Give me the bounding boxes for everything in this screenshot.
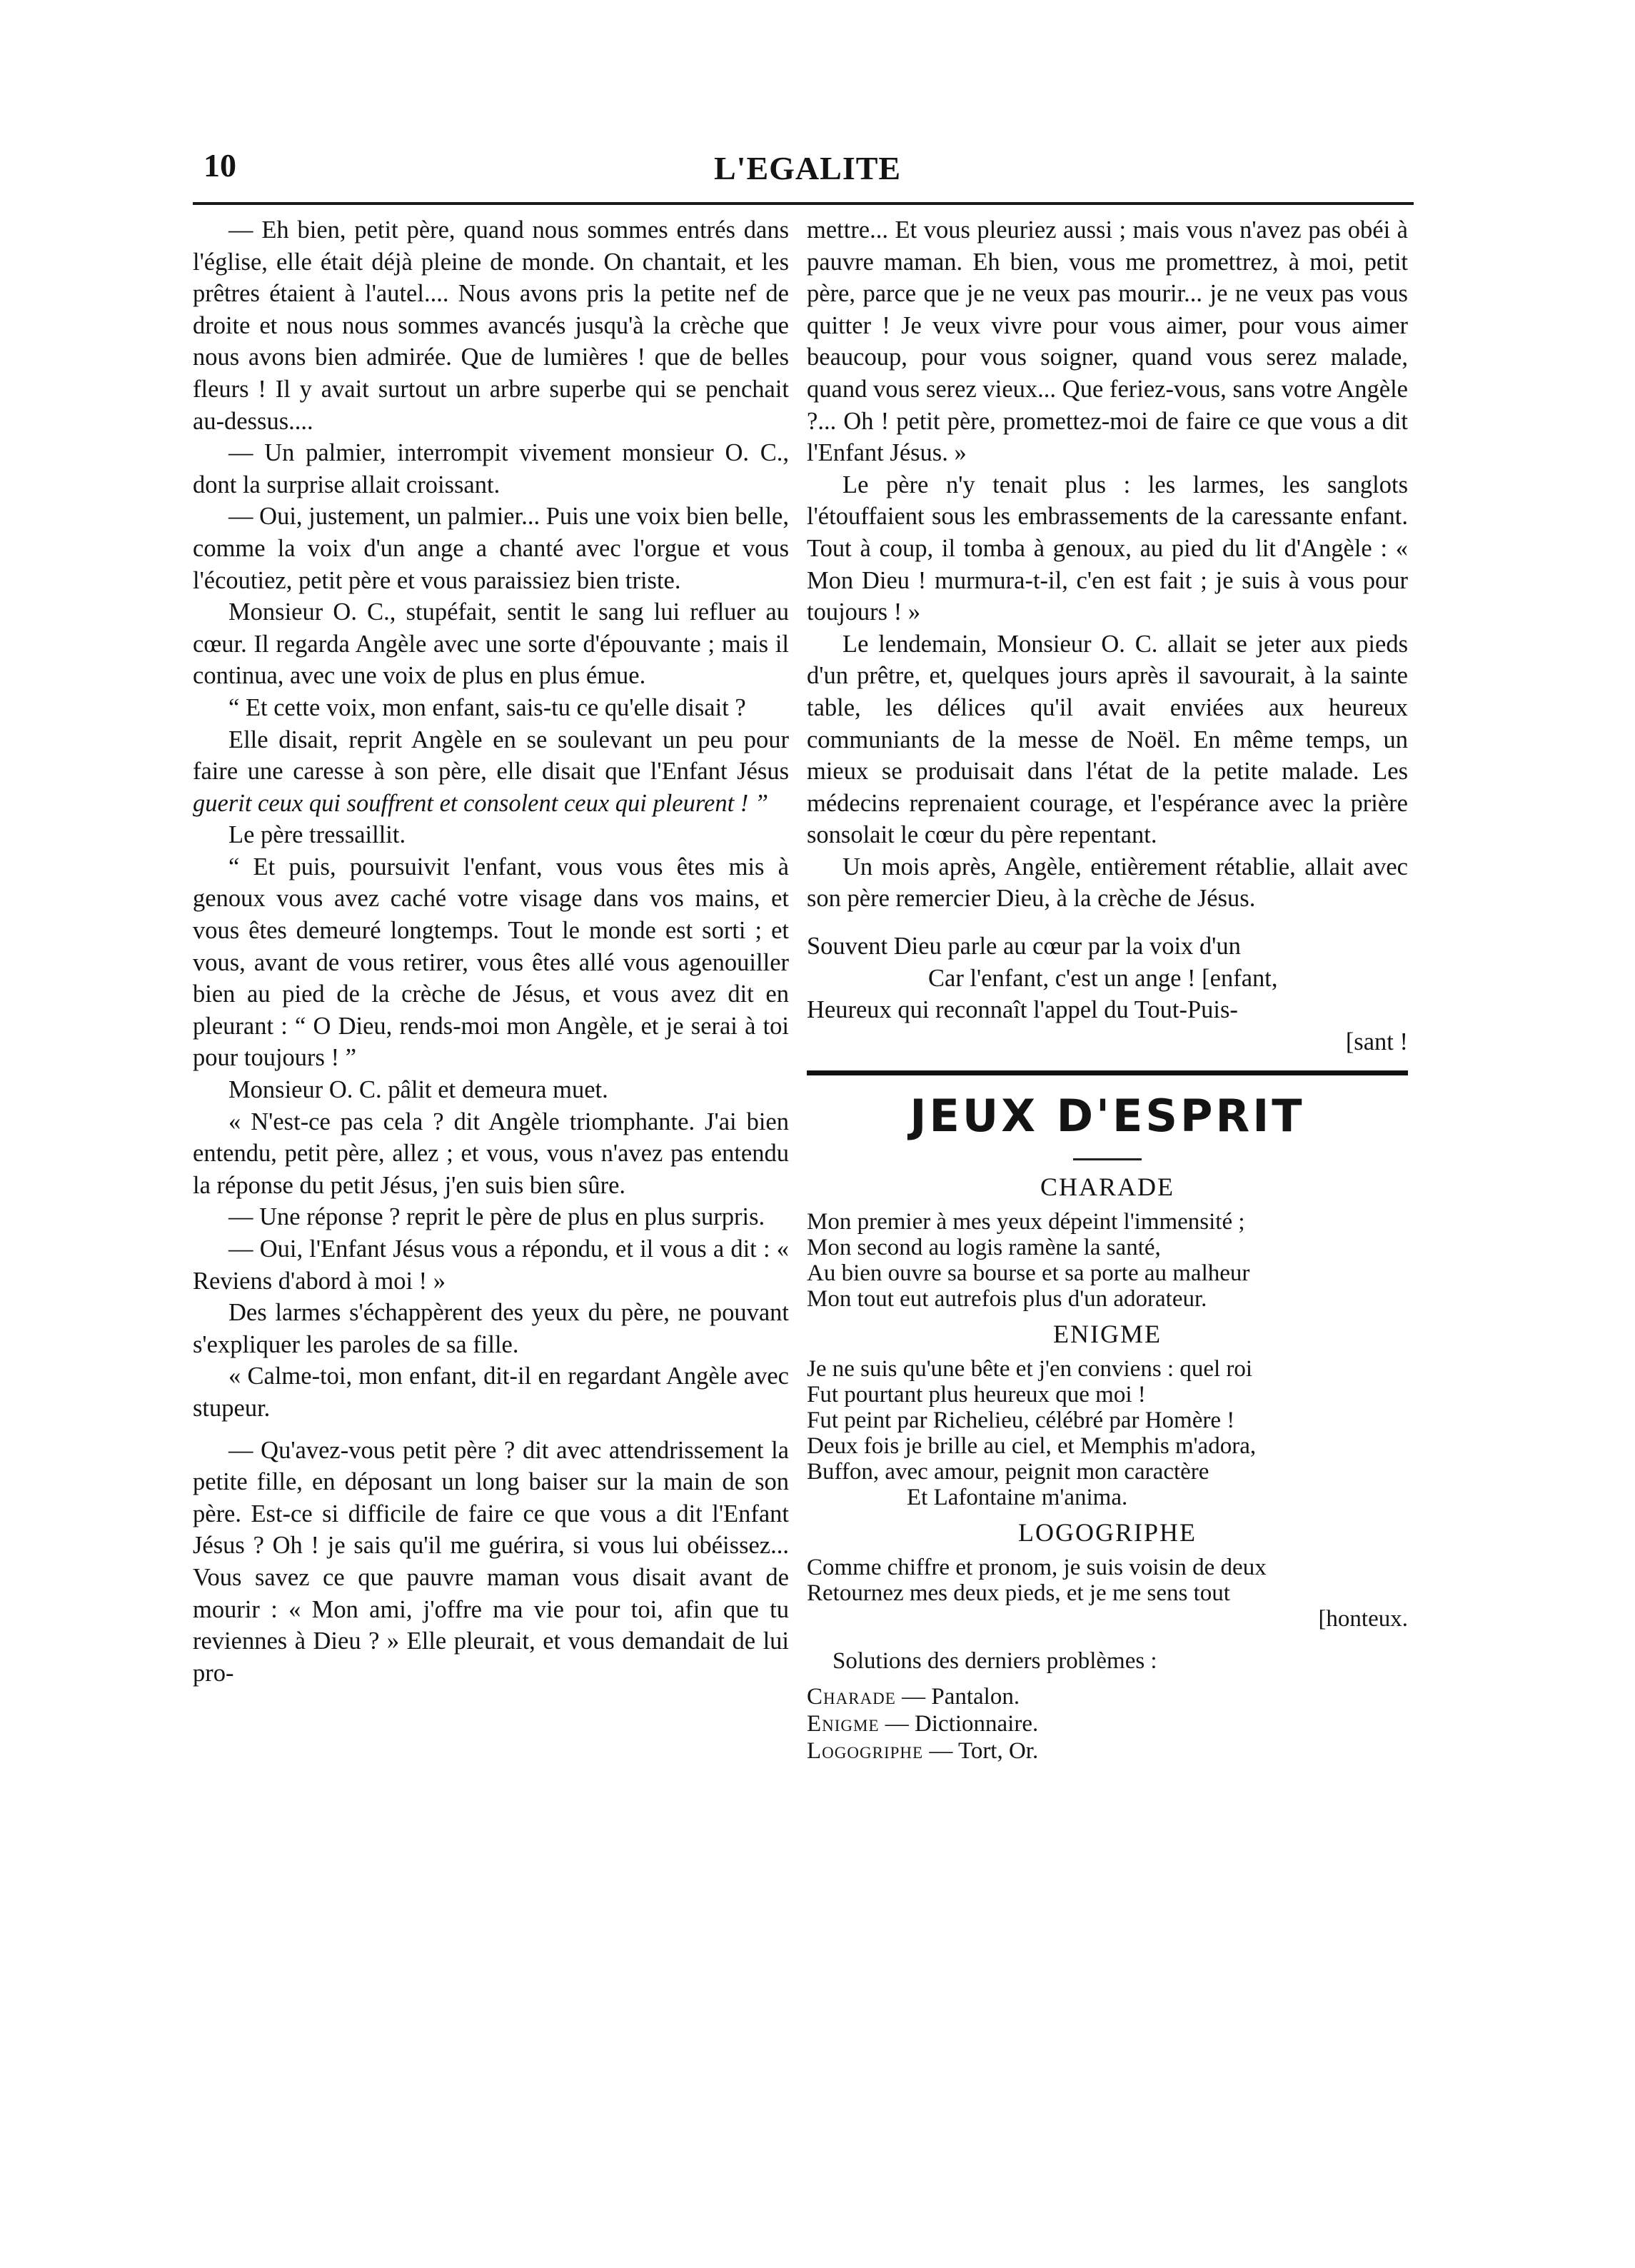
enigme-text (807, 1356, 1408, 1510)
solution-name: Logogriphe (807, 1738, 924, 1765)
paragraph: Un mois après, Angèle, entièrement rétablie, allait avec son père remercier Dieu, à la crèche de Jésus. (807, 853, 1408, 913)
solution-item (807, 1737, 1408, 1765)
header-rule (193, 202, 1414, 205)
puzzle-line: Retournez mes deux pieds, et je me sens tout (807, 1580, 1230, 1607)
solution-answer: — Dictionnaire. (885, 1711, 1039, 1737)
logogriphe-text (807, 1555, 1408, 1632)
page-number: 10 (203, 147, 236, 184)
short-divider (1073, 1158, 1142, 1160)
solution-name: Enigme (807, 1711, 880, 1737)
paragraph: — Un palmier, interrompit vivement monsieur O. C., dont la surprise allait croissant. (193, 439, 789, 498)
puzzle-line: Et Lafontaine m'anima. (907, 1485, 1128, 1511)
puzzle-line: Fut pourtant plus heureux que moi ! (807, 1382, 1146, 1408)
paragraph: « N'est-ce pas cela ? dit Angèle triomphante. J'ai bien entendu, petit père, allez ; et vous, vous n'avez pas entendu la réponse du petit Jésus, j'en suis bien sûre. (193, 1108, 789, 1199)
section-divider (807, 1070, 1408, 1075)
paragraph: — Eh bien, petit père, quand nous sommes entrés dans l'église, elle était déjà pleine de monde. On chantait, et les prêtres étaient à l'autel.... Nous avons pris la petite nef de droite et nous nous sommes avancés jusqu'à la crèche que nous avons bien admirée. Que de lumières ! que de belles fleurs ! Il y avait surtout un arbre superbe qui se penchait au-dessus.... (193, 216, 789, 435)
charade-heading: CHARADE (1040, 1173, 1174, 1202)
paragraph: Le père n'y tenait plus : les larmes, les sanglots l'étouffaient sous les embrassements de la caressante enfant. Tout à coup, il tomba à genoux, au pied du lit d'Angèle : « Mon Dieu ! murmura-t-il, c'en est fait ; je suis à vous pour toujours ! » (807, 471, 1408, 626)
paragraph: Le père tressaillit. (228, 821, 406, 849)
paragraph: — Oui, l'Enfant Jésus vous a répondu, et il vous a dit : « Reviens d'abord à moi ! » (193, 1235, 789, 1295)
puzzle-line: Deux fois je brille au ciel, et Memphis m'adora, (807, 1433, 1257, 1460)
left-column (193, 214, 789, 1689)
solutions-heading: Solutions des derniers problèmes : (832, 1648, 1157, 1675)
solutions-block (807, 1647, 1408, 1765)
enigme-heading: ENIGME (1053, 1320, 1162, 1349)
paragraph: « Calme-toi, mon enfant, dit-il en regardant Angèle avec stupeur. (193, 1363, 789, 1422)
puzzle-line: Mon premier à mes yeux dépeint l'immensité ; (807, 1209, 1245, 1235)
verse-line: [sant ! (1345, 1028, 1408, 1055)
verse-line: Car l'enfant, c'est un ange ! [enfant, (928, 964, 1278, 992)
right-column (807, 214, 1408, 1765)
solution-name: Charade (807, 1684, 896, 1710)
solution-answer: — Tort, Or. (929, 1738, 1039, 1765)
paragraph: — Oui, justement, un palmier... Puis une voix bien belle, comme la voix d'un ange a chanté avec l'orgue et vous l'écoutiez, petit père et vous paraissiez bien triste. (193, 503, 789, 594)
paragraph: Monsieur O. C. pâlit et demeura muet. (228, 1076, 608, 1104)
section-title: JEUX D'ESPRIT (910, 1090, 1305, 1143)
paragraph: mettre... Et vous pleuriez aussi ; mais vous n'avez pas obéi à pauvre maman. Eh bien, vous me promettrez, à moi, petit père, parce que je ne veux pas mourir... je ne veux pas vous quitter ! Je veux vivre pour vous aimer, pour vous aimer beaucoup, pour vous soigner, quand vous serez malade, quand vous serez vieux... Que feriez-vous, sans votre Angèle ?... Oh ! petit père, promettez-moi de faire ce que vous a dit l'Enfant Jésus. » (807, 216, 1408, 467)
paragraph (193, 724, 789, 820)
paragraph: “ Et puis, poursuivit l'enfant, vous vous êtes mis à genoux vous avez caché votre visage dans vos mains, et vous êtes demeuré longtemps. Tout le monde est sorti ; et vous, avant de vous retirer, vous êtes allé vous agenouiller bien au pied de la crèche de Jésus, et vous avez dit en pleurant : “ O Dieu, rends-moi mon Angèle, et je serai à toi pour toujours ! ” (193, 853, 789, 1072)
puzzle-line: Au bien ouvre sa bourse et sa porte au malheur (807, 1260, 1250, 1287)
closing-verse (807, 930, 1408, 1058)
paragraph: — Qu'avez-vous petit père ? dit avec attendrissement la petite fille, en déposant un long baiser sur la main de son père. Est-ce si difficile de faire ce que vous a dit l'Enfant Jésus ? Oh ! je sais qu'il me guérira, si vous lui obéissez... Vous savez ce que pauvre maman vous disait avant de mourir : « Mon ami, j'offre ma vie pour toi, afin que tu reviennes à Dieu ? » Elle pleurait, et vous demandait de lui pro- (193, 1436, 789, 1687)
paragraph: “ Et cette voix, mon enfant, sais-tu ce qu'elle disait ? (228, 693, 746, 721)
journal-title: L'EGALITE (714, 150, 902, 186)
solution-answer: — Pantalon. (902, 1684, 1020, 1710)
paragraph: Le lendemain, Monsieur O. C. allait se jeter aux pieds d'un prêtre, et, quelques jours après il savourait, à la sainte table, les délices qu'il avait enviées aux heureux communiants de la messe de Noël. En même temps, un mieux se produisait dans l'état de la petite malade. Les médecins reprenaient courage, et l'espérance avec la prière sonsolait le cœur du père repentant. (807, 630, 1408, 849)
paragraph: Monsieur O. C., stupéfait, sentit le sang lui refluer au cœur. Il regarda Angèle avec une sorte d'épouvante ; mais il continua, avec une voix de plus en plus émue. (193, 598, 789, 690)
puzzle-line: Buffon, avec amour, peignit mon caractère (807, 1459, 1209, 1485)
page-header (0, 146, 1635, 196)
puzzle-line: [honteux. (1318, 1606, 1408, 1632)
logogriphe-heading: LOGOGRIPHE (1018, 1518, 1197, 1547)
puzzle-line: Comme chiffre et pronom, je suis voisin de deux (807, 1555, 1267, 1581)
paragraph: — Une réponse ? reprit le père de plus en plus surpris. (228, 1203, 765, 1231)
verse-line: Souvent Dieu parle au cœur par la voix d'un (807, 933, 1241, 960)
solution-item (807, 1710, 1408, 1737)
solution-item (807, 1683, 1408, 1710)
paragraph: Des larmes s'échappèrent des yeux du père, ne pouvant s'expliquer les paroles de sa fille. (193, 1299, 789, 1358)
puzzle-line: Je ne suis qu'une bête et j'en conviens : quel roi (807, 1356, 1253, 1383)
verse-line: Heureux qui reconnaît l'appel du Tout-Puis- (807, 996, 1238, 1024)
italic-quote: guerit ceux qui souffrent et consolent ceux qui pleurent ! ” (193, 789, 769, 817)
charade-text (807, 1209, 1408, 1312)
paragraph-text: Elle disait, reprit Angèle en se soulevant un peu pour faire une caresse à son père, elle disait que l'Enfant Jésus (193, 726, 789, 786)
puzzle-line: Mon second au logis ramène la santé, (807, 1235, 1161, 1261)
puzzle-line: Fut peint par Richelieu, célébré par Homère ! (807, 1408, 1235, 1434)
puzzle-line: Mon tout eut autrefois plus d'un adorateur. (807, 1286, 1207, 1313)
